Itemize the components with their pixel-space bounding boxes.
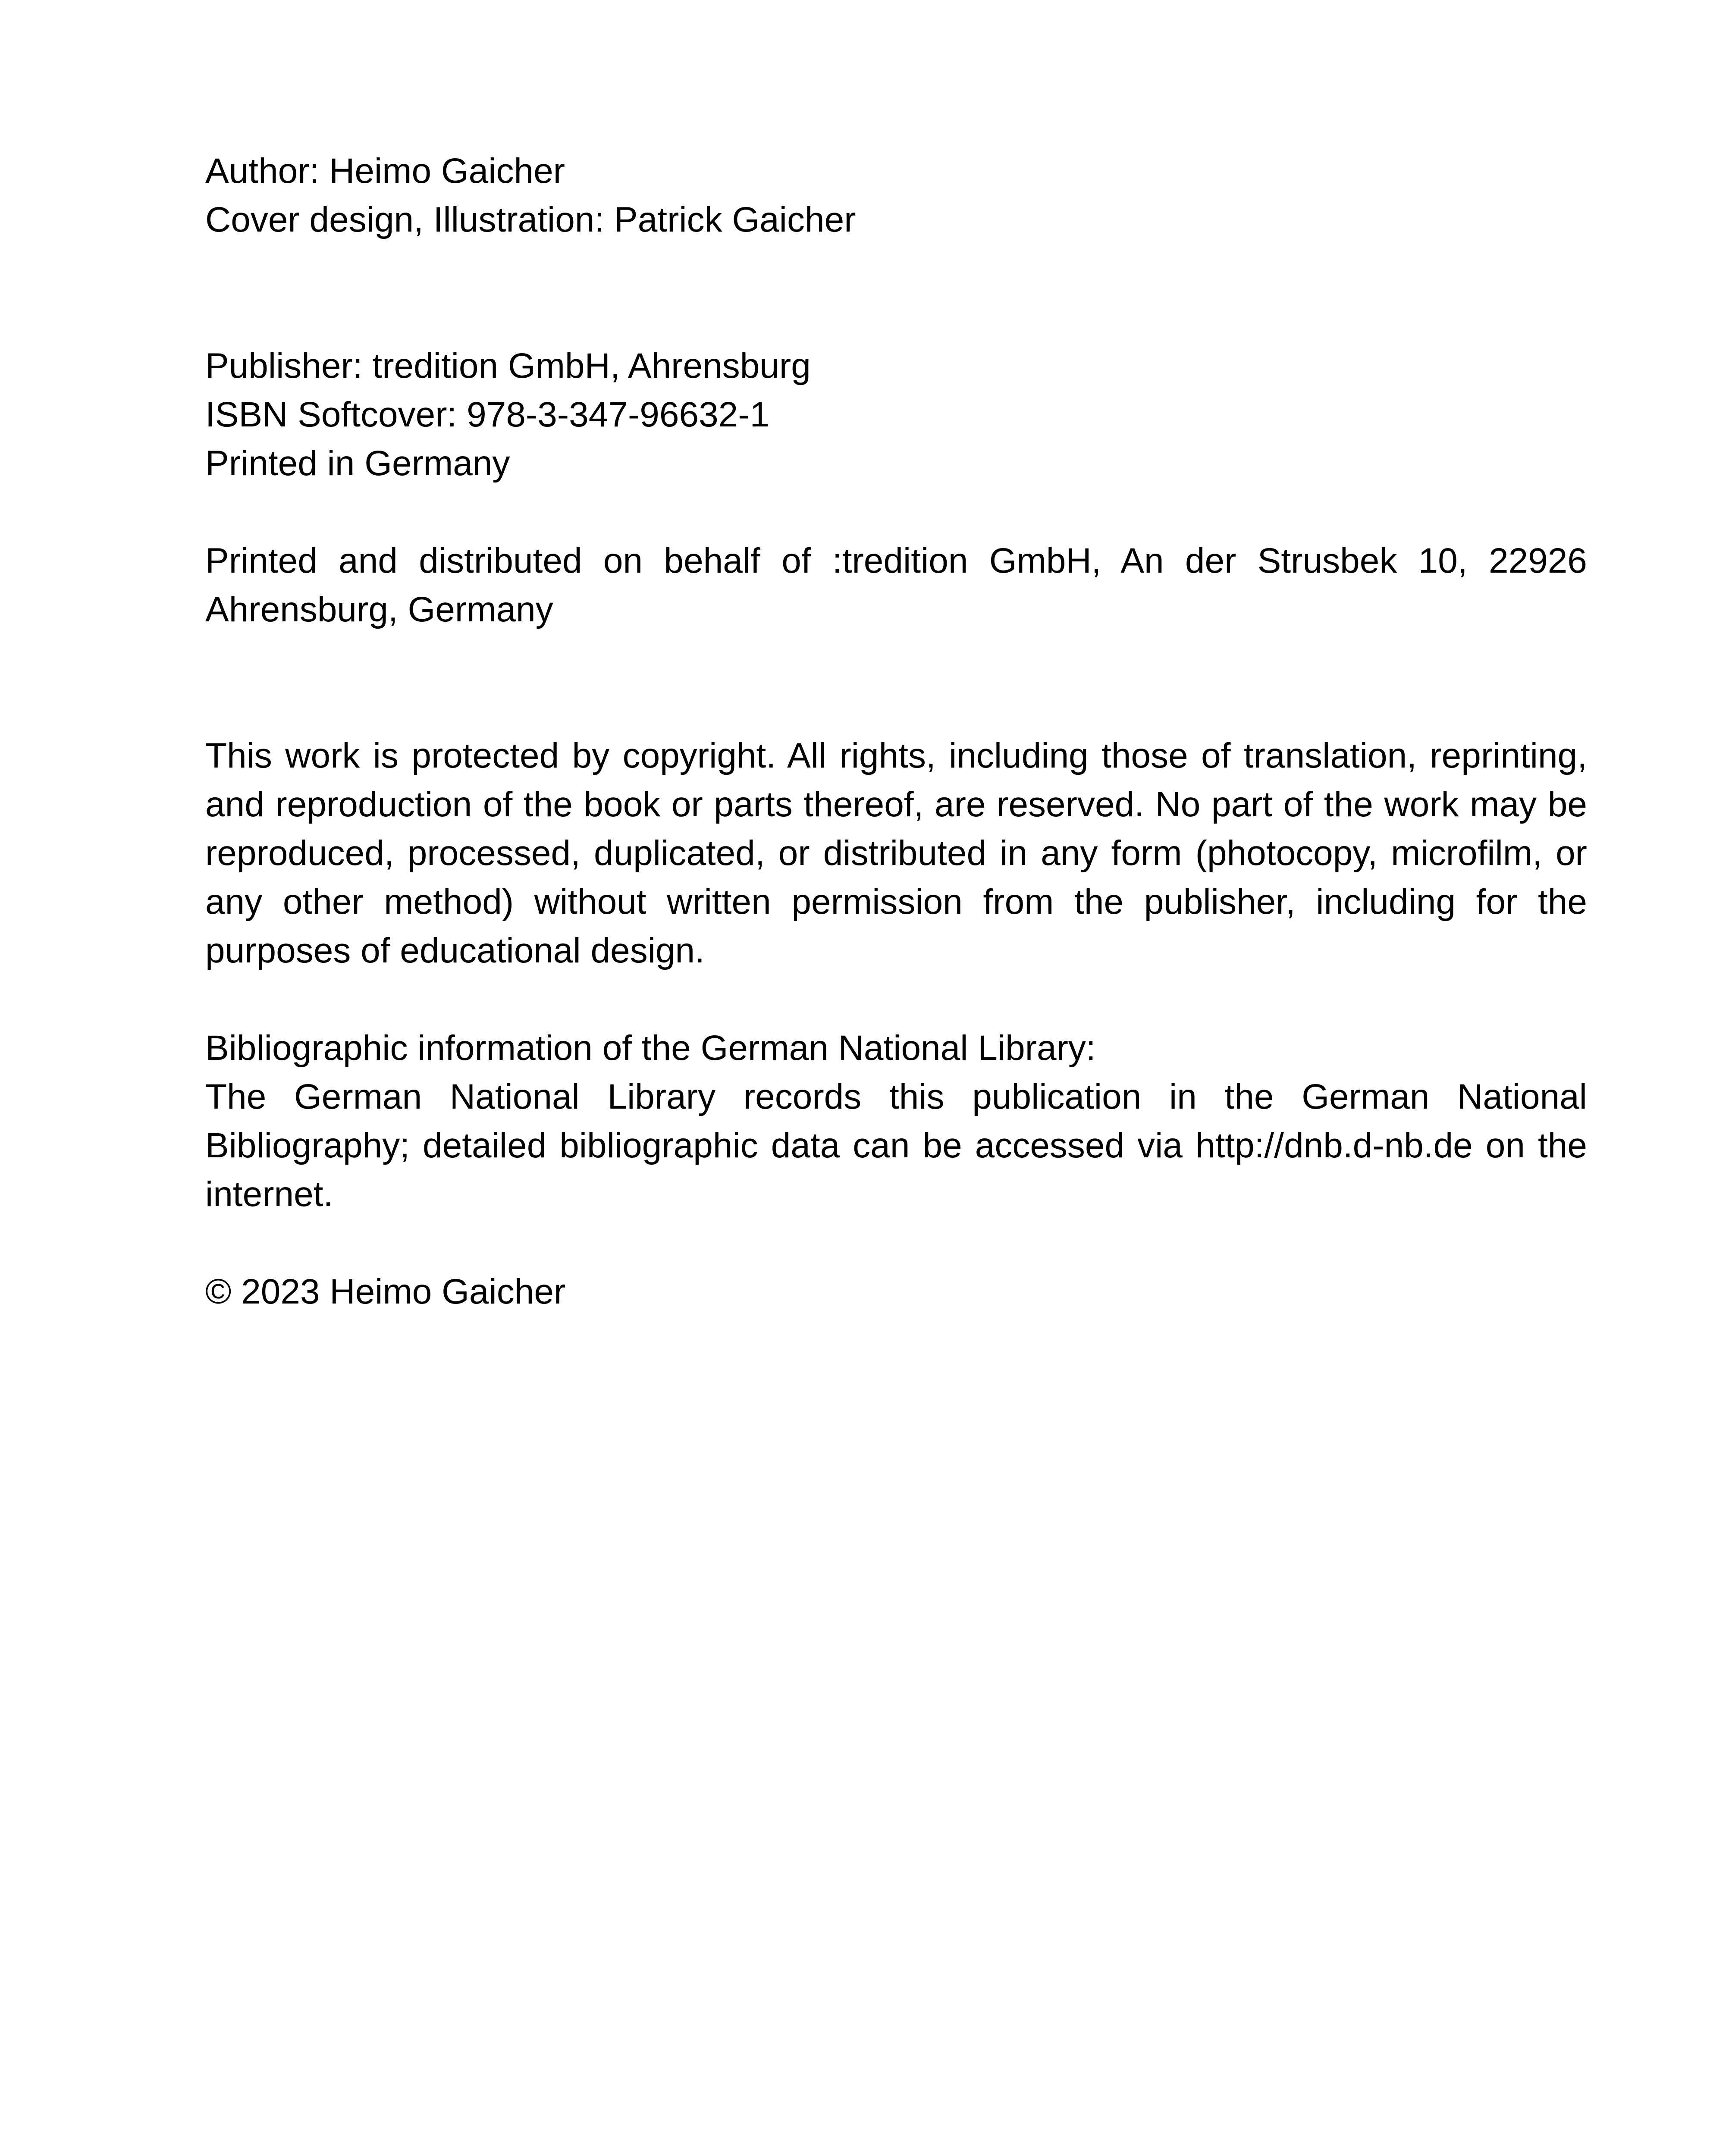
copyright-notice-block <box>205 731 1587 975</box>
printed-in-line: Printed in Germany <box>205 444 510 483</box>
isbn-line: ISBN Softcover: 978-3-347-96632-1 <box>205 395 770 434</box>
bibliography-heading: Bibliographic information of the German National Library: <box>205 1028 1096 1068</box>
cover-design-line: Cover design, Illustration: Patrick Gaicher <box>205 200 856 239</box>
distribution-block <box>205 536 1587 634</box>
bibliography-block <box>205 1024 1587 1219</box>
copyright-line: © 2023 Heimo Gaicher <box>205 1272 566 1311</box>
bibliography-text: The German National Library records this publication in the German National Bibliography; detailed bibliographic data can be accessed via http://dnb.d-nb.de on the internet. <box>205 1077 1587 1214</box>
imprint-content <box>205 147 1587 1316</box>
rights-block <box>205 1267 1587 1316</box>
publisher-block <box>205 342 1587 488</box>
author-line: Author: Heimo Gaicher <box>205 151 565 191</box>
distribution-text: Printed and distributed on behalf of :tredition GmbH, An der Strusbek 10, 22926 Ahrensburg, Germany <box>205 541 1587 629</box>
credits-block <box>205 147 1587 244</box>
publisher-line: Publisher: tredition GmbH, Ahrensburg <box>205 346 811 385</box>
copyright-notice-text: This work is protected by copyright. All rights, including those of translation, reprinting, and reproduction of the book or parts thereof, are reserved. No part of the work may be reproduced, processed, duplicated, or distributed in any form (photocopy, microfilm, or any other method) without written permission from the publisher, including for the purposes of educational design. <box>205 736 1587 970</box>
